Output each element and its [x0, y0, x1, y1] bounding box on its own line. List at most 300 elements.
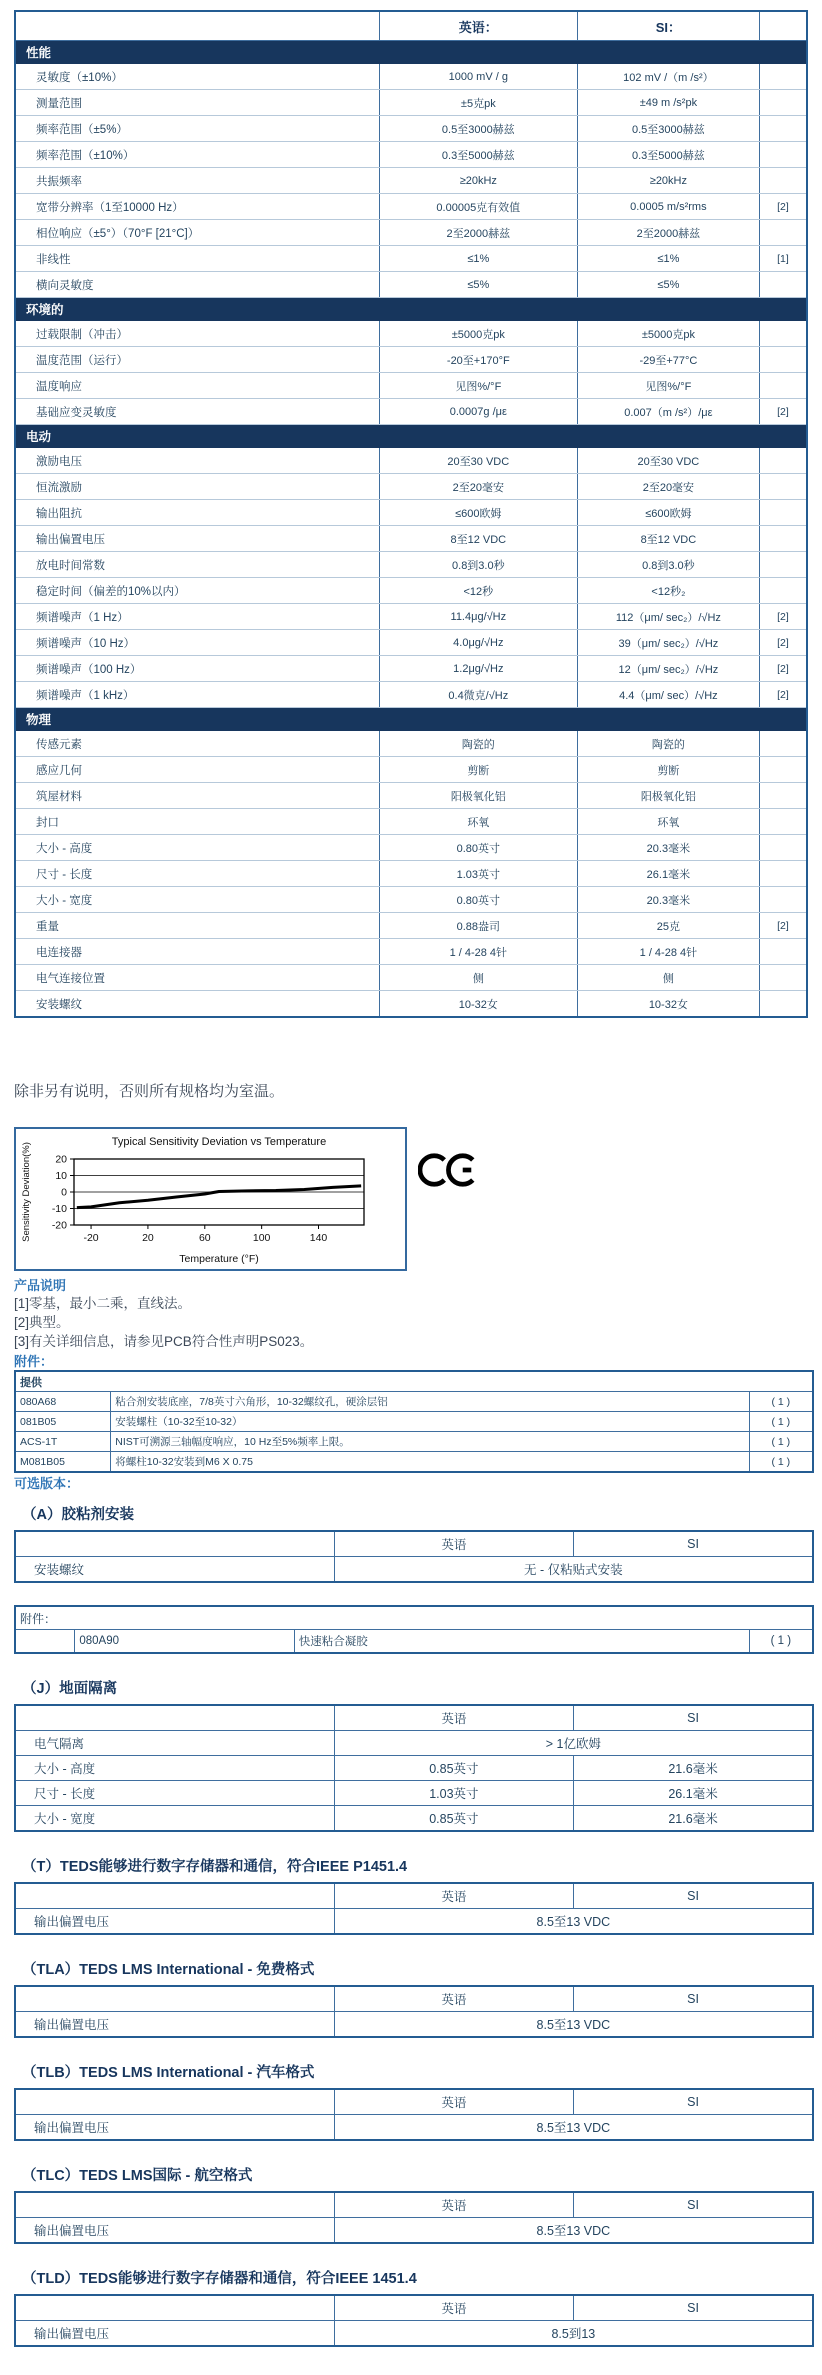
spec-label: 输出偏置电压	[15, 526, 379, 552]
spec-note-ref	[759, 500, 807, 526]
spec-label: 频率范围（±10%）	[15, 142, 379, 168]
column-english: 英语	[334, 1531, 573, 1557]
spec-note-ref: [2]	[759, 399, 807, 425]
spec-row	[15, 731, 807, 757]
option-header-row	[15, 1705, 813, 1731]
option-label: 电气隔离	[15, 1731, 334, 1756]
option-version-title: （TLD）TEDS能够进行数字存储器和通信，符合IEEE 1451.4	[22, 2271, 417, 2287]
spec-note-ref	[759, 90, 807, 116]
spec-value-si: 见图%/°F	[577, 373, 759, 399]
option-value-si: 26.1毫米	[574, 1781, 813, 1806]
spec-section-row	[15, 708, 807, 731]
column-english: 英语	[334, 1883, 573, 1909]
sensitivity-deviation-chart	[14, 1127, 407, 1271]
spec-label: 激励电压	[15, 448, 379, 474]
spec-value-si: 4.4（μm/ sec）/√Hz	[577, 682, 759, 708]
spec-note-ref: [2]	[759, 194, 807, 220]
column-si: SI	[574, 1705, 813, 1731]
spec-value-si: 0.8到3.0秒	[577, 552, 759, 578]
accessories-header-row	[15, 1371, 813, 1392]
spec-label: 输出阻抗	[15, 500, 379, 526]
spec-value-si: 0.007（m /s²）/με	[577, 399, 759, 425]
accessory-row	[15, 1412, 813, 1432]
column-si: SI	[574, 1986, 813, 2012]
spec-row	[15, 347, 807, 373]
spec-note-ref	[759, 64, 807, 90]
column-english: 英语	[334, 2295, 573, 2321]
accessory-row	[15, 1392, 813, 1412]
accessory-description: NIST可溯源三轴幅度响应，10 Hz至5%频率上限。	[111, 1432, 749, 1452]
spec-value-english: 11.4μg/√Hz	[379, 604, 577, 630]
spec-value-english: 1.03英寸	[379, 861, 577, 887]
spec-row	[15, 194, 807, 220]
option-header-empty	[15, 1883, 334, 1909]
spec-row	[15, 220, 807, 246]
spec-value-english: 阳极氧化铝	[379, 783, 577, 809]
accessory-part-number: 080A90	[75, 1630, 294, 1654]
option-label: 安装螺纹	[15, 1557, 334, 1583]
spec-row	[15, 500, 807, 526]
accessory-part-number: 081B05	[15, 1412, 111, 1432]
spec-row	[15, 373, 807, 399]
spec-row	[15, 630, 807, 656]
spec-value-english: 侧	[379, 965, 577, 991]
option-value: 无 - 仅粘贴式安装	[334, 1557, 813, 1583]
spec-label: 温度响应	[15, 373, 379, 399]
spec-section-row	[15, 41, 807, 64]
accessory-part-number: M081B05	[15, 1452, 111, 1473]
spec-value-english: 2至2000赫兹	[379, 220, 577, 246]
spec-value-english: 剪断	[379, 757, 577, 783]
spec-note-ref	[759, 142, 807, 168]
column-english: 英语	[334, 2192, 573, 2218]
spec-section-header: 电动	[15, 425, 807, 448]
spec-value-english: 0.4微克/√Hz	[379, 682, 577, 708]
spec-row	[15, 526, 807, 552]
spec-label: 频率范围（±5%）	[15, 116, 379, 142]
accessory-row	[15, 1452, 813, 1473]
spec-row	[15, 578, 807, 604]
option-value: 8.5至13 VDC	[334, 2012, 813, 2038]
spec-value-english: ±5000克pk	[379, 321, 577, 347]
spec-value-si: ±49 m /s²pk	[577, 90, 759, 116]
spec-note-ref	[759, 578, 807, 604]
spec-header-notes	[759, 11, 807, 41]
spec-value-english: 1000 mV / g	[379, 64, 577, 90]
column-si: SI	[574, 2192, 813, 2218]
spec-note-ref: [2]	[759, 604, 807, 630]
spec-value-si: 20至30 VDC	[577, 448, 759, 474]
spec-value-english: 0.8到3.0秒	[379, 552, 577, 578]
ce-mark-icon	[418, 1151, 478, 1194]
accessories-table	[14, 1370, 814, 1473]
option-version-table	[14, 2294, 814, 2347]
spec-value-english: 2至20毫安	[379, 474, 577, 500]
option-version-title: （TLA）TEDS LMS International - 免费格式	[22, 1962, 315, 1978]
spec-note-ref	[759, 474, 807, 500]
option-header-row	[15, 2295, 813, 2321]
spec-label: 灵敏度（±10%）	[15, 64, 379, 90]
option-header-empty	[15, 1986, 334, 2012]
spec-row	[15, 656, 807, 682]
accessory-qty: ( 1 )	[749, 1392, 813, 1412]
spec-note-ref	[759, 373, 807, 399]
spec-label: 筑屋材料	[15, 783, 379, 809]
spec-value-english: <12秒	[379, 578, 577, 604]
spec-row	[15, 64, 807, 90]
spec-row	[15, 142, 807, 168]
spec-note-ref: [1]	[759, 246, 807, 272]
spec-label: 感应几何	[15, 757, 379, 783]
spec-value-english: ≤1%	[379, 246, 577, 272]
spec-row	[15, 835, 807, 861]
spec-label: 重量	[15, 913, 379, 939]
option-value: 8.5至13 VDC	[334, 2115, 813, 2141]
spec-note-ref	[759, 861, 807, 887]
spec-note-ref	[759, 448, 807, 474]
option-version-table	[14, 2088, 814, 2141]
column-english: 英语	[334, 1986, 573, 2012]
option-accessory-row	[15, 1630, 813, 1654]
spec-section-header: 性能	[15, 41, 807, 64]
spec-value-english: 0.00005克有效值	[379, 194, 577, 220]
spec-row	[15, 604, 807, 630]
spec-label: 宽带分辨率（1至10000 Hz）	[15, 194, 379, 220]
spec-value-english: 10-32女	[379, 991, 577, 1018]
spec-header-english: 英语：	[379, 11, 577, 41]
option-header-empty	[15, 2192, 334, 2218]
spec-row	[15, 116, 807, 142]
spec-value-english: 4.0μg/√Hz	[379, 630, 577, 656]
option-accessory-empty	[15, 1630, 75, 1654]
option-version-block	[14, 2270, 814, 2347]
chart-x-tick-label: -20	[83, 1232, 99, 1244]
spec-row	[15, 965, 807, 991]
spec-row	[15, 399, 807, 425]
sensitivity-chart-svg	[16, 1129, 405, 1269]
option-version-block	[14, 2167, 814, 2244]
spec-header-row	[15, 11, 807, 41]
spec-note-ref	[759, 526, 807, 552]
spec-row	[15, 757, 807, 783]
product-notes-list	[14, 1294, 814, 1351]
spec-row	[15, 168, 807, 194]
option-label: 输出偏置电压	[15, 2012, 334, 2038]
accessory-qty: ( 1 )	[749, 1630, 813, 1654]
chart-title: Typical Sensitivity Deviation vs Temperature	[111, 1136, 327, 1148]
option-value: 8.5到13	[334, 2321, 813, 2347]
spec-row	[15, 783, 807, 809]
spec-value-english: 0.0007g /με	[379, 399, 577, 425]
option-row	[15, 2218, 813, 2244]
option-label: 大小 - 高度	[15, 1756, 334, 1781]
spec-value-english: 0.80英寸	[379, 887, 577, 913]
room-temperature-note: 除非另有说明，否则所有规格均为室温。	[14, 1083, 285, 1100]
product-note-line: [2]典型。	[14, 1315, 70, 1330]
option-accessories-header: 附件：	[15, 1606, 813, 1630]
spec-value-si: ≤600欧姆	[577, 500, 759, 526]
chart-x-tick-label: 100	[252, 1232, 271, 1244]
option-label: 输出偏置电压	[15, 2115, 334, 2141]
spec-label: 横向灵敏度	[15, 272, 379, 298]
spec-value-english: 1.2μg/√Hz	[379, 656, 577, 682]
spec-note-ref	[759, 321, 807, 347]
chart-y-tick-label: -10	[51, 1203, 67, 1215]
spec-row	[15, 682, 807, 708]
chart-y-tick-label: 20	[55, 1153, 67, 1166]
spec-note-ref	[759, 220, 807, 246]
spec-header-empty	[15, 11, 379, 41]
spec-value-english: 环氧	[379, 809, 577, 835]
spec-section-row	[15, 298, 807, 321]
optional-versions-list	[14, 1506, 814, 2347]
option-row	[15, 2115, 813, 2141]
option-header-empty	[15, 1531, 334, 1557]
spec-label: 放电时间常数	[15, 552, 379, 578]
option-version-block	[14, 2064, 814, 2141]
spec-label: 传感元素	[15, 731, 379, 757]
spec-section-header: 物理	[15, 708, 807, 731]
spec-value-si: 8至12 VDC	[577, 526, 759, 552]
spec-label: 频谱噪声（10 Hz）	[15, 630, 379, 656]
chart-x-tick-label: 140	[309, 1232, 328, 1244]
spec-value-si: 39（μm/ sec₂）/√Hz	[577, 630, 759, 656]
option-header-row	[15, 1883, 813, 1909]
option-row	[15, 1806, 813, 1832]
accessory-description: 将螺柱10-32安装到M6 X 0.75	[111, 1452, 749, 1473]
spec-value-si: 阳极氧化铝	[577, 783, 759, 809]
spec-value-english: 0.3至5000赫兹	[379, 142, 577, 168]
option-row	[15, 2012, 813, 2038]
spec-value-english: 0.88盎司	[379, 913, 577, 939]
spec-value-si: 112（μm/ sec₂）/√Hz	[577, 604, 759, 630]
option-version-block	[14, 1506, 814, 1654]
chart-y-tick-label: 10	[55, 1170, 67, 1182]
spec-value-si: 环氧	[577, 809, 759, 835]
spec-label: 非线性	[15, 246, 379, 272]
spec-note-ref: [2]	[759, 913, 807, 939]
chart-x-tick-label: 20	[142, 1232, 154, 1244]
spec-note-ref	[759, 116, 807, 142]
accessory-qty: ( 1 )	[749, 1452, 813, 1473]
spec-value-english: ≥20kHz	[379, 168, 577, 194]
column-english: 英语	[334, 2089, 573, 2115]
chart-y-tick-label: -20	[51, 1219, 67, 1232]
spec-note-ref	[759, 835, 807, 861]
accessories-heading: 附件：	[14, 1354, 54, 1369]
spec-note-ref	[759, 552, 807, 578]
spec-value-si: 1 / 4-28 4针	[577, 939, 759, 965]
spec-label: 恒流激励	[15, 474, 379, 500]
spec-value-si: 0.5至3000赫兹	[577, 116, 759, 142]
accessory-description: 粘合剂安装底座，7/8英寸六角形，10-32螺纹孔，硬涂层铝	[111, 1392, 749, 1412]
option-version-block	[14, 1680, 814, 1832]
option-row	[15, 2321, 813, 2347]
option-header-row	[15, 2192, 813, 2218]
option-row	[15, 1731, 813, 1756]
spec-label: 温度范围（运行）	[15, 347, 379, 373]
spec-note-ref	[759, 168, 807, 194]
option-label: 输出偏置电压	[15, 1909, 334, 1935]
spec-note-ref: [2]	[759, 656, 807, 682]
spec-note-ref	[759, 347, 807, 373]
spec-row	[15, 321, 807, 347]
spec-value-si: 25克	[577, 913, 759, 939]
column-english: 英语	[334, 1705, 573, 1731]
spec-value-si: 20.3毫米	[577, 835, 759, 861]
column-si: SI	[574, 2295, 813, 2321]
product-note-line: [3]有关详细信息，请参见PCB符合性声明PS023。	[14, 1334, 314, 1349]
spec-note-ref	[759, 965, 807, 991]
option-row	[15, 1557, 813, 1583]
option-accessories-header-row	[15, 1606, 813, 1630]
chart-x-tick-label: 60	[198, 1232, 211, 1244]
spec-label: 过载限制（冲击）	[15, 321, 379, 347]
spec-value-si: 0.3至5000赫兹	[577, 142, 759, 168]
spec-label: 频谱噪声（1 kHz）	[15, 682, 379, 708]
chart-x-axis-label: Temperature (°F)	[179, 1253, 259, 1265]
spec-note-ref: [2]	[759, 682, 807, 708]
option-version-block	[14, 1858, 814, 1935]
option-version-title: （J）地面隔离	[22, 1681, 118, 1697]
option-version-table	[14, 1530, 814, 1583]
spec-row	[15, 448, 807, 474]
option-value-english: 0.85英寸	[334, 1806, 573, 1832]
spec-row	[15, 272, 807, 298]
spec-label: 共振频率	[15, 168, 379, 194]
spec-row	[15, 474, 807, 500]
spec-label: 测量范围	[15, 90, 379, 116]
spec-value-english: 1 / 4-28 4针	[379, 939, 577, 965]
spec-value-si: 26.1毫米	[577, 861, 759, 887]
spec-note-ref	[759, 939, 807, 965]
option-version-table	[14, 1704, 814, 1832]
optional-versions-heading: 可选版本：	[14, 1476, 80, 1491]
option-accessories-table	[14, 1605, 814, 1654]
spec-value-si: ±5000克pk	[577, 321, 759, 347]
option-version-block	[14, 1961, 814, 2038]
spec-note-ref	[759, 991, 807, 1018]
spec-row	[15, 552, 807, 578]
column-si: SI	[574, 1531, 813, 1557]
option-value-english: 0.85英寸	[334, 1756, 573, 1781]
spec-label: 频谱噪声（1 Hz）	[15, 604, 379, 630]
spec-value-si: 2至20毫安	[577, 474, 759, 500]
spec-value-english: 见图%/°F	[379, 373, 577, 399]
option-label: 输出偏置电压	[15, 2321, 334, 2347]
spec-row	[15, 939, 807, 965]
option-version-title: （T）TEDS能够进行数字存储器和通信，符合IEEE P1451.4	[22, 1859, 408, 1875]
spec-note-ref	[759, 731, 807, 757]
option-value-si: 21.6毫米	[574, 1806, 813, 1832]
spec-row	[15, 991, 807, 1018]
spec-note-ref	[759, 783, 807, 809]
option-header-empty	[15, 1705, 334, 1731]
option-header-empty	[15, 2295, 334, 2321]
spec-label: 安装螺纹	[15, 991, 379, 1018]
option-version-table	[14, 1985, 814, 2038]
spec-row	[15, 90, 807, 116]
spec-note-ref: [2]	[759, 630, 807, 656]
spec-value-english: ≤5%	[379, 272, 577, 298]
option-row	[15, 1756, 813, 1781]
spec-value-english: 0.5至3000赫兹	[379, 116, 577, 142]
spec-value-si: 侧	[577, 965, 759, 991]
spec-label: 大小 - 宽度	[15, 887, 379, 913]
option-version-table	[14, 1882, 814, 1935]
spec-label: 电连接器	[15, 939, 379, 965]
spec-value-si: 0.0005 m/s²rms	[577, 194, 759, 220]
spec-value-si: -29至+77°C	[577, 347, 759, 373]
option-version-table	[14, 2191, 814, 2244]
spec-value-english: 0.80英寸	[379, 835, 577, 861]
spec-value-si: ≤1%	[577, 246, 759, 272]
spec-label: 尺寸 - 长度	[15, 861, 379, 887]
option-label: 输出偏置电压	[15, 2218, 334, 2244]
spec-row	[15, 809, 807, 835]
spec-note-ref	[759, 757, 807, 783]
spec-section-row	[15, 425, 807, 448]
column-si: SI	[574, 2089, 813, 2115]
spec-label: 电气连接位置	[15, 965, 379, 991]
spec-value-english: -20至+170°F	[379, 347, 577, 373]
chart-y-axis-label: Sensitivity Deviation(%)	[21, 1142, 32, 1242]
option-row	[15, 1781, 813, 1806]
option-value: 8.5至13 VDC	[334, 1909, 813, 1935]
spec-label: 基础应变灵敏度	[15, 399, 379, 425]
spec-value-english: 陶瓷的	[379, 731, 577, 757]
option-version-title: （A）胶粘剂安装	[22, 1507, 134, 1523]
spec-value-si: 剪断	[577, 757, 759, 783]
spec-label: 大小 - 高度	[15, 835, 379, 861]
option-version-title: （TLC）TEDS LMS国际 - 航空格式	[22, 2168, 253, 2184]
spec-note-ref	[759, 809, 807, 835]
spec-value-si: 10-32女	[577, 991, 759, 1018]
spec-row	[15, 861, 807, 887]
spec-label: 相位响应（±5°）（70°F [21°C]）	[15, 220, 379, 246]
spec-note-ref	[759, 887, 807, 913]
spec-label: 稳定时间（偏差的10%以内）	[15, 578, 379, 604]
option-value-english: 1.03英寸	[334, 1781, 573, 1806]
spec-value-english: 8至12 VDC	[379, 526, 577, 552]
option-label: 大小 - 宽度	[15, 1806, 334, 1832]
column-si: SI	[574, 1883, 813, 1909]
option-row	[15, 1909, 813, 1935]
accessory-row	[15, 1432, 813, 1452]
option-header-empty	[15, 2089, 334, 2115]
option-header-row	[15, 1531, 813, 1557]
accessory-qty: ( 1 )	[749, 1412, 813, 1432]
accessory-qty: ( 1 )	[749, 1432, 813, 1452]
chart-line	[77, 1186, 361, 1208]
spec-value-si: 陶瓷的	[577, 731, 759, 757]
accessory-part-number: 080A68	[15, 1392, 111, 1412]
spec-value-english: ±5克pk	[379, 90, 577, 116]
spec-label: 封口	[15, 809, 379, 835]
product-note-line: [1]零基，最小二乘，直线法。	[14, 1296, 192, 1311]
spec-value-si: 20.3毫米	[577, 887, 759, 913]
accessory-part-number: ACS-1T	[15, 1432, 111, 1452]
spec-value-si: 12（μm/ sec₂）/√Hz	[577, 656, 759, 682]
chart-and-ce-row	[14, 1127, 814, 1275]
spec-note-ref	[759, 272, 807, 298]
product-notes-heading: 产品说明	[14, 1278, 67, 1293]
accessories-table-header: 提供	[15, 1371, 813, 1392]
option-value-si: 21.6毫米	[574, 1756, 813, 1781]
spec-value-si: 2至2000赫兹	[577, 220, 759, 246]
spec-row	[15, 913, 807, 939]
spec-row	[15, 246, 807, 272]
